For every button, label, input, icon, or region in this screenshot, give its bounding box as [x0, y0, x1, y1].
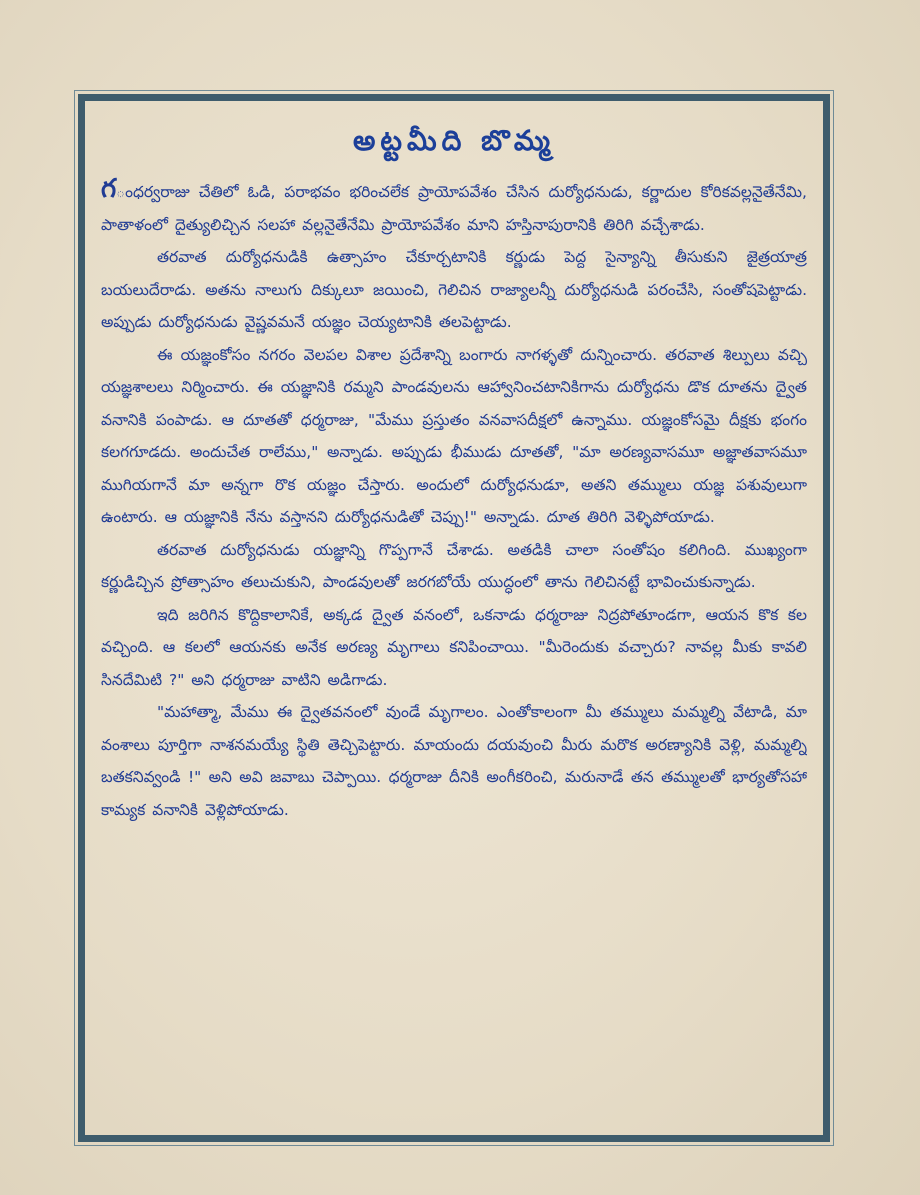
story-content	[101, 121, 807, 1123]
drop-cap: గ	[101, 174, 117, 204]
paragraph-4: తరవాత దుర్యోధనుడు యజ్ఞాన్ని గొప్పగానే చేశాడు. అతడికి చాలా సంతోషం కలిగింది. ముఖ్యంగా కర్ణుడిచ్చిన ప్రోత్సాహం తలుచుకుని, పాండవులతో జరగబోయే యుద్ధంలో తాను గెలిచినట్టే భావించుకున్నాడు.	[101, 540, 807, 591]
paragraph-1-text: ంధర్వరాజు చేతిలో ఓడి, పరాభవం భరించలేక ప్రాయోపవేశం చేసిన దుర్యోధనుడు, కర్ణాదుల కోరికవల్లనైతేనేమి, పాతాళంలో దైత్యులిచ్చిన సలహా వల్లనైతేనేమి ప్రాయోపవేశం మాని హస్తినాపురానికి తిరిగి వచ్చేశాడు.	[101, 183, 807, 234]
page-border-frame	[78, 94, 830, 1142]
paragraph-1	[101, 173, 807, 241]
paragraph-6: "మహాత్మా, మేము ఈ ద్వైతవనంలో వుండే మృగాలం. ఎంతోకాలంగా మీ తమ్ములు మమ్మల్ని వేటాడి, మా వంశాలు పూర్తిగా నాశనమయ్యే స్థితి తెచ్చిపెట్టారు. మాయందు దయవుంచి మీరు మరొక అరణ్యానికి వెళ్లి, మమ్మల్ని బతకనివ్వండి !" అని అవి జవాబు చెప్పాయి. ధర్మరాజు దీనికి అంగీకరించి, మరునాడే తన తమ్ములతో భార్యతోసహా కామ్యక వనానికి వెళ్లిపోయాడు.	[101, 703, 807, 819]
paragraph-3: ఈ యజ్ఞంకోసం నగరం వెలపల విశాల ప్రదేశాన్ని బంగారు నాగళ్ళతో దున్నించారు. తరవాత శిల్పులు వచ్చి యజ్ఞశాలలు నిర్మించారు. ఈ యజ్ఞానికి రమ్మని పాండవులను ఆహ్వానించటానికిగాను దుర్యోధను డొక దూతను ద్వైత వనానికి పంపాడు. ఆ దూతతో ధర్మరాజు, "మేము ప్రస్తుతం వనవాసదీక్షలో ఉన్నాము. యజ్ఞంకోసమై దీక్షకు భంగం కలగగూడదు. అందుచేత రాలేము," అన్నాడు. అప్పుడు భీముడు దూతతో, "మా అరణ్యవాసమూ అజ్ఞాతవాసమూ ముగియగానే మా అన్నగా రొక యజ్ఞం చేస్తారు. అందులో దుర్యోధనుడూ, అతని తమ్ములు యజ్ఞ పశువులుగా ఉంటారు. ఆ యజ్ఞానికి నేను వస్తానని దుర్యోధనుడితో చెప్పు!" అన్నాడు. దూత తిరిగి వెళ్ళిపోయాడు.	[101, 345, 807, 526]
paragraph-5: ఇది జరిగిన కొద్దికాలానికే, అక్కడ ద్వైత వనంలో, ఒకనాడు ధర్మరాజు నిద్రపోతూండగా, ఆయన కొక కల వచ్చింది. ఆ కలలో ఆయనకు అనేక అరణ్య మృగాలు కనిపించాయి. "మీరెందుకు వచ్చారు? నావల్ల మీకు కావలి సినదేమిటి ?" అని ధర్మరాజు వాటిని అడిగాడు.	[101, 605, 807, 689]
story-title: అట్టమీది బొమ్మ	[352, 124, 556, 157]
paragraph-2: తరవాత దుర్యోధనుడికి ఉత్సాహం చేకూర్చటానికి కర్ణుడు పెద్ద సైన్యాన్ని తీసుకుని జైత్రయాత్ర బయలుదేరాడు. అతను నాలుగు దిక్కులూ జయించి, గెలిచిన రాజ్యాలన్నీ దుర్యోధనుడి పరంచేసి, సంతోషపెట్టాడు. అప్పుడు దుర్యోధనుడు వైష్ణవమనే యజ్ఞం చెయ్యటానికి తలపెట్టాడు.	[101, 248, 807, 331]
